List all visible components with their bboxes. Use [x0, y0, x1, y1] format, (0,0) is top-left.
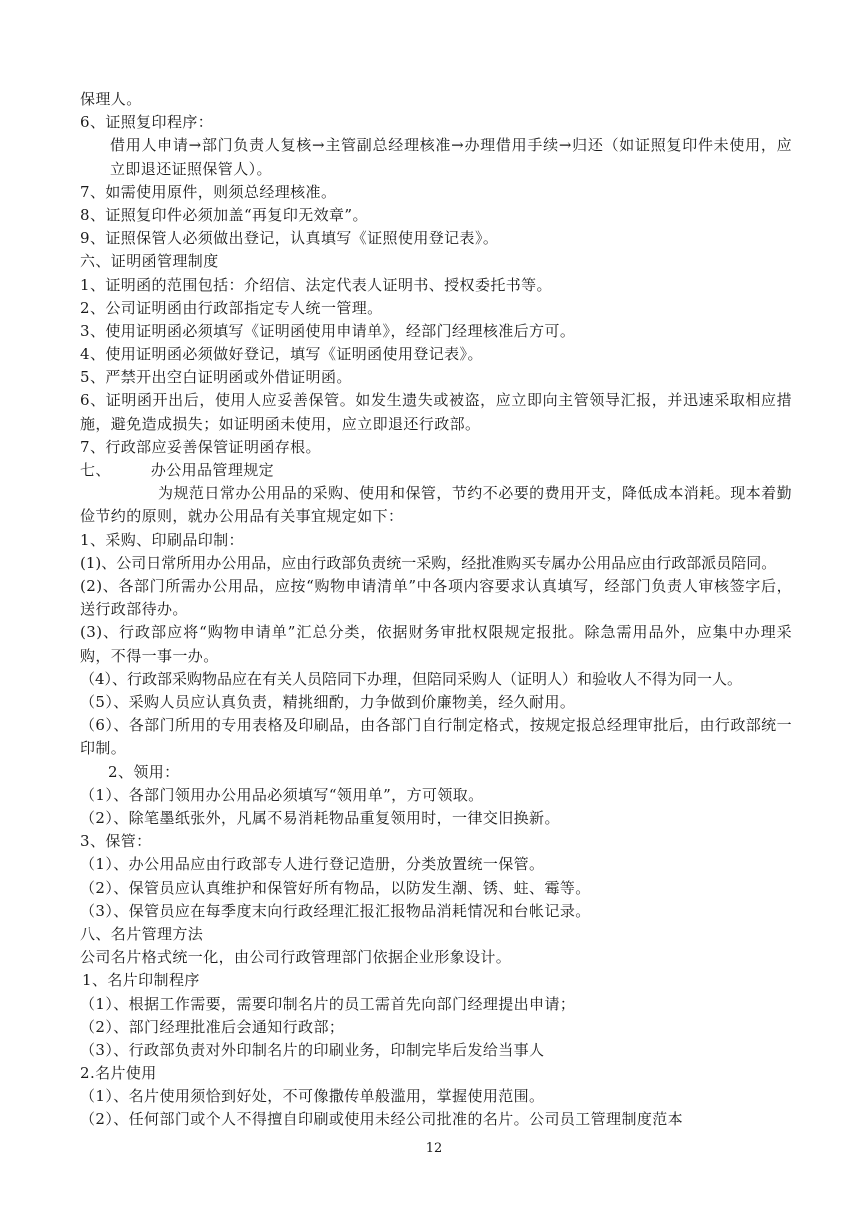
text-line: 公司名片格式统一化，由公司行政管理部门依据企业形象设计。: [80, 948, 512, 967]
text-line: 4、使用证明函必须做好登记，填写《证明函使用登记表》。: [80, 345, 483, 364]
text-line: （1）、各部门领用办公用品必须填写“领用单”，方可领取。: [80, 785, 484, 804]
document-body: [80, 88, 792, 1132]
paragraph: 6、证明函开出后，使用人应妥善保管。如发生遗失或被盗，应立即向主管领导汇报，并迅速采取相应措施，避免造成损失；如证明函未使用，应立即退还行政部。: [80, 391, 792, 433]
text-line: 1、证明函的范围包括：介绍信、法定代表人证明书、授权委托书等。: [80, 275, 552, 294]
text-line: 1、名片印制程序: [82, 971, 200, 990]
text-line: 7、如需使用原件，则须总经理核准。: [80, 182, 337, 201]
text-line: （2）、保管员应认真维护和保管好所有物品，以防发生潮、锈、蛀、霉等。: [80, 878, 591, 897]
paragraph: 借用人申请→部门负责人复核→主管副总经理核准→办理借用手续→归还（如证照复印件未使用，应立即退还证照保管人）。: [110, 136, 792, 178]
text-line: （3）、行政部负责对外印制名片的印刷业务，印制完毕后发给当事人: [80, 1040, 545, 1059]
text-line: 3、保管：: [80, 832, 152, 851]
text-line: 2、领用：: [108, 762, 180, 781]
text-line: （4）、行政部采购物品应在有关人员陪同下办理，但陪同采购人（证明人）和验收人不得为同一人。: [80, 669, 743, 688]
section-heading: 八、名片管理方法: [80, 924, 204, 943]
text-line: 2、公司证明函由行政部指定专人统一管理。: [80, 298, 383, 317]
page-number: 12: [425, 1141, 443, 1156]
text-line: 5、严禁开出空白证明函或外借证明函。: [80, 368, 352, 387]
text-line: 7、行政部应妥善保管证明函存根。: [80, 437, 321, 456]
section-heading: 六、证明函管理制度: [80, 252, 219, 271]
text-line: (1)、公司日常所用办公用品，应由行政部负责统一采购，经批准购买专属办公用品应由行政部派员陪同。: [80, 553, 777, 572]
text-line: 6、证照复印程序：: [80, 113, 214, 132]
paragraph: (3)、行政部应将“购物申请单”汇总分类，依据财务审批权限规定报批。除急需用品外，应集中办理采购，不得一事一办。: [80, 623, 792, 665]
text-line: 保理人。: [80, 90, 142, 108]
text-line: （2）、任何部门或个人不得擅自印刷或使用未经公司批准的名片。公司员工管理制度范本: [80, 1110, 684, 1129]
text-line: （2）、除笔墨纸张外，凡属不易消耗物品重复领用时，一律交旧换新。: [80, 809, 560, 827]
text-line: （3）、保管员应在每季度末向行政经理汇报汇报物品消耗情况和台帐记录。: [80, 901, 591, 920]
text-line: （1）、根据工作需要，需要印制名片的员工需首先向部门经理提出申请；: [80, 994, 576, 1013]
text-line: 2.名片使用: [80, 1064, 157, 1083]
heading-title: 办公用品管理规定: [150, 461, 275, 480]
heading-number: 七、: [80, 461, 111, 480]
text-line: 1、采购、印刷品印制：: [80, 530, 244, 549]
paragraph: （6）、各部门所用的专用表格及印刷品，由各部门自行制定格式，按规定报总经理审批后，由行政部统一印制。: [80, 716, 792, 758]
text-line: （5）、采购人员应认真负责，精挑细酌，力争做到价廉物美，经久耐用。: [80, 693, 576, 712]
paragraph: (2)、各部门所需办公用品，应按“购物申请清单”中各项内容要求认真填写，经部门负责人审核签字后，送行政部待办。: [80, 577, 792, 619]
text-line: （2）、部门经理批准后会通知行政部；: [80, 1017, 345, 1036]
text-line: （1）、办公用品应由行政部专人进行登记造册，分类放置统一保管。: [80, 855, 545, 874]
text-line: 3、使用证明函必须填写《证明函使用申请单》，经部门经理核准后方可。: [80, 321, 576, 340]
text-line: （1）、名片使用须恰到好处，不可像撒传单般滥用，掌握使用范围。: [80, 1087, 545, 1106]
text-line: 9、证照保管人必须做出登记，认真填写《证照使用登记表》。: [80, 229, 499, 248]
section-heading: [80, 459, 792, 482]
paragraph: 为规范日常办公用品的采购、使用和保管，节约不必要的费用开支，降低成本消耗。现本着勤俭节约的原则，就办公用品有关事宜规定如下：: [80, 484, 792, 526]
text-line: 8、证照复印件必须加盖“再复印无效章”。: [80, 205, 368, 224]
